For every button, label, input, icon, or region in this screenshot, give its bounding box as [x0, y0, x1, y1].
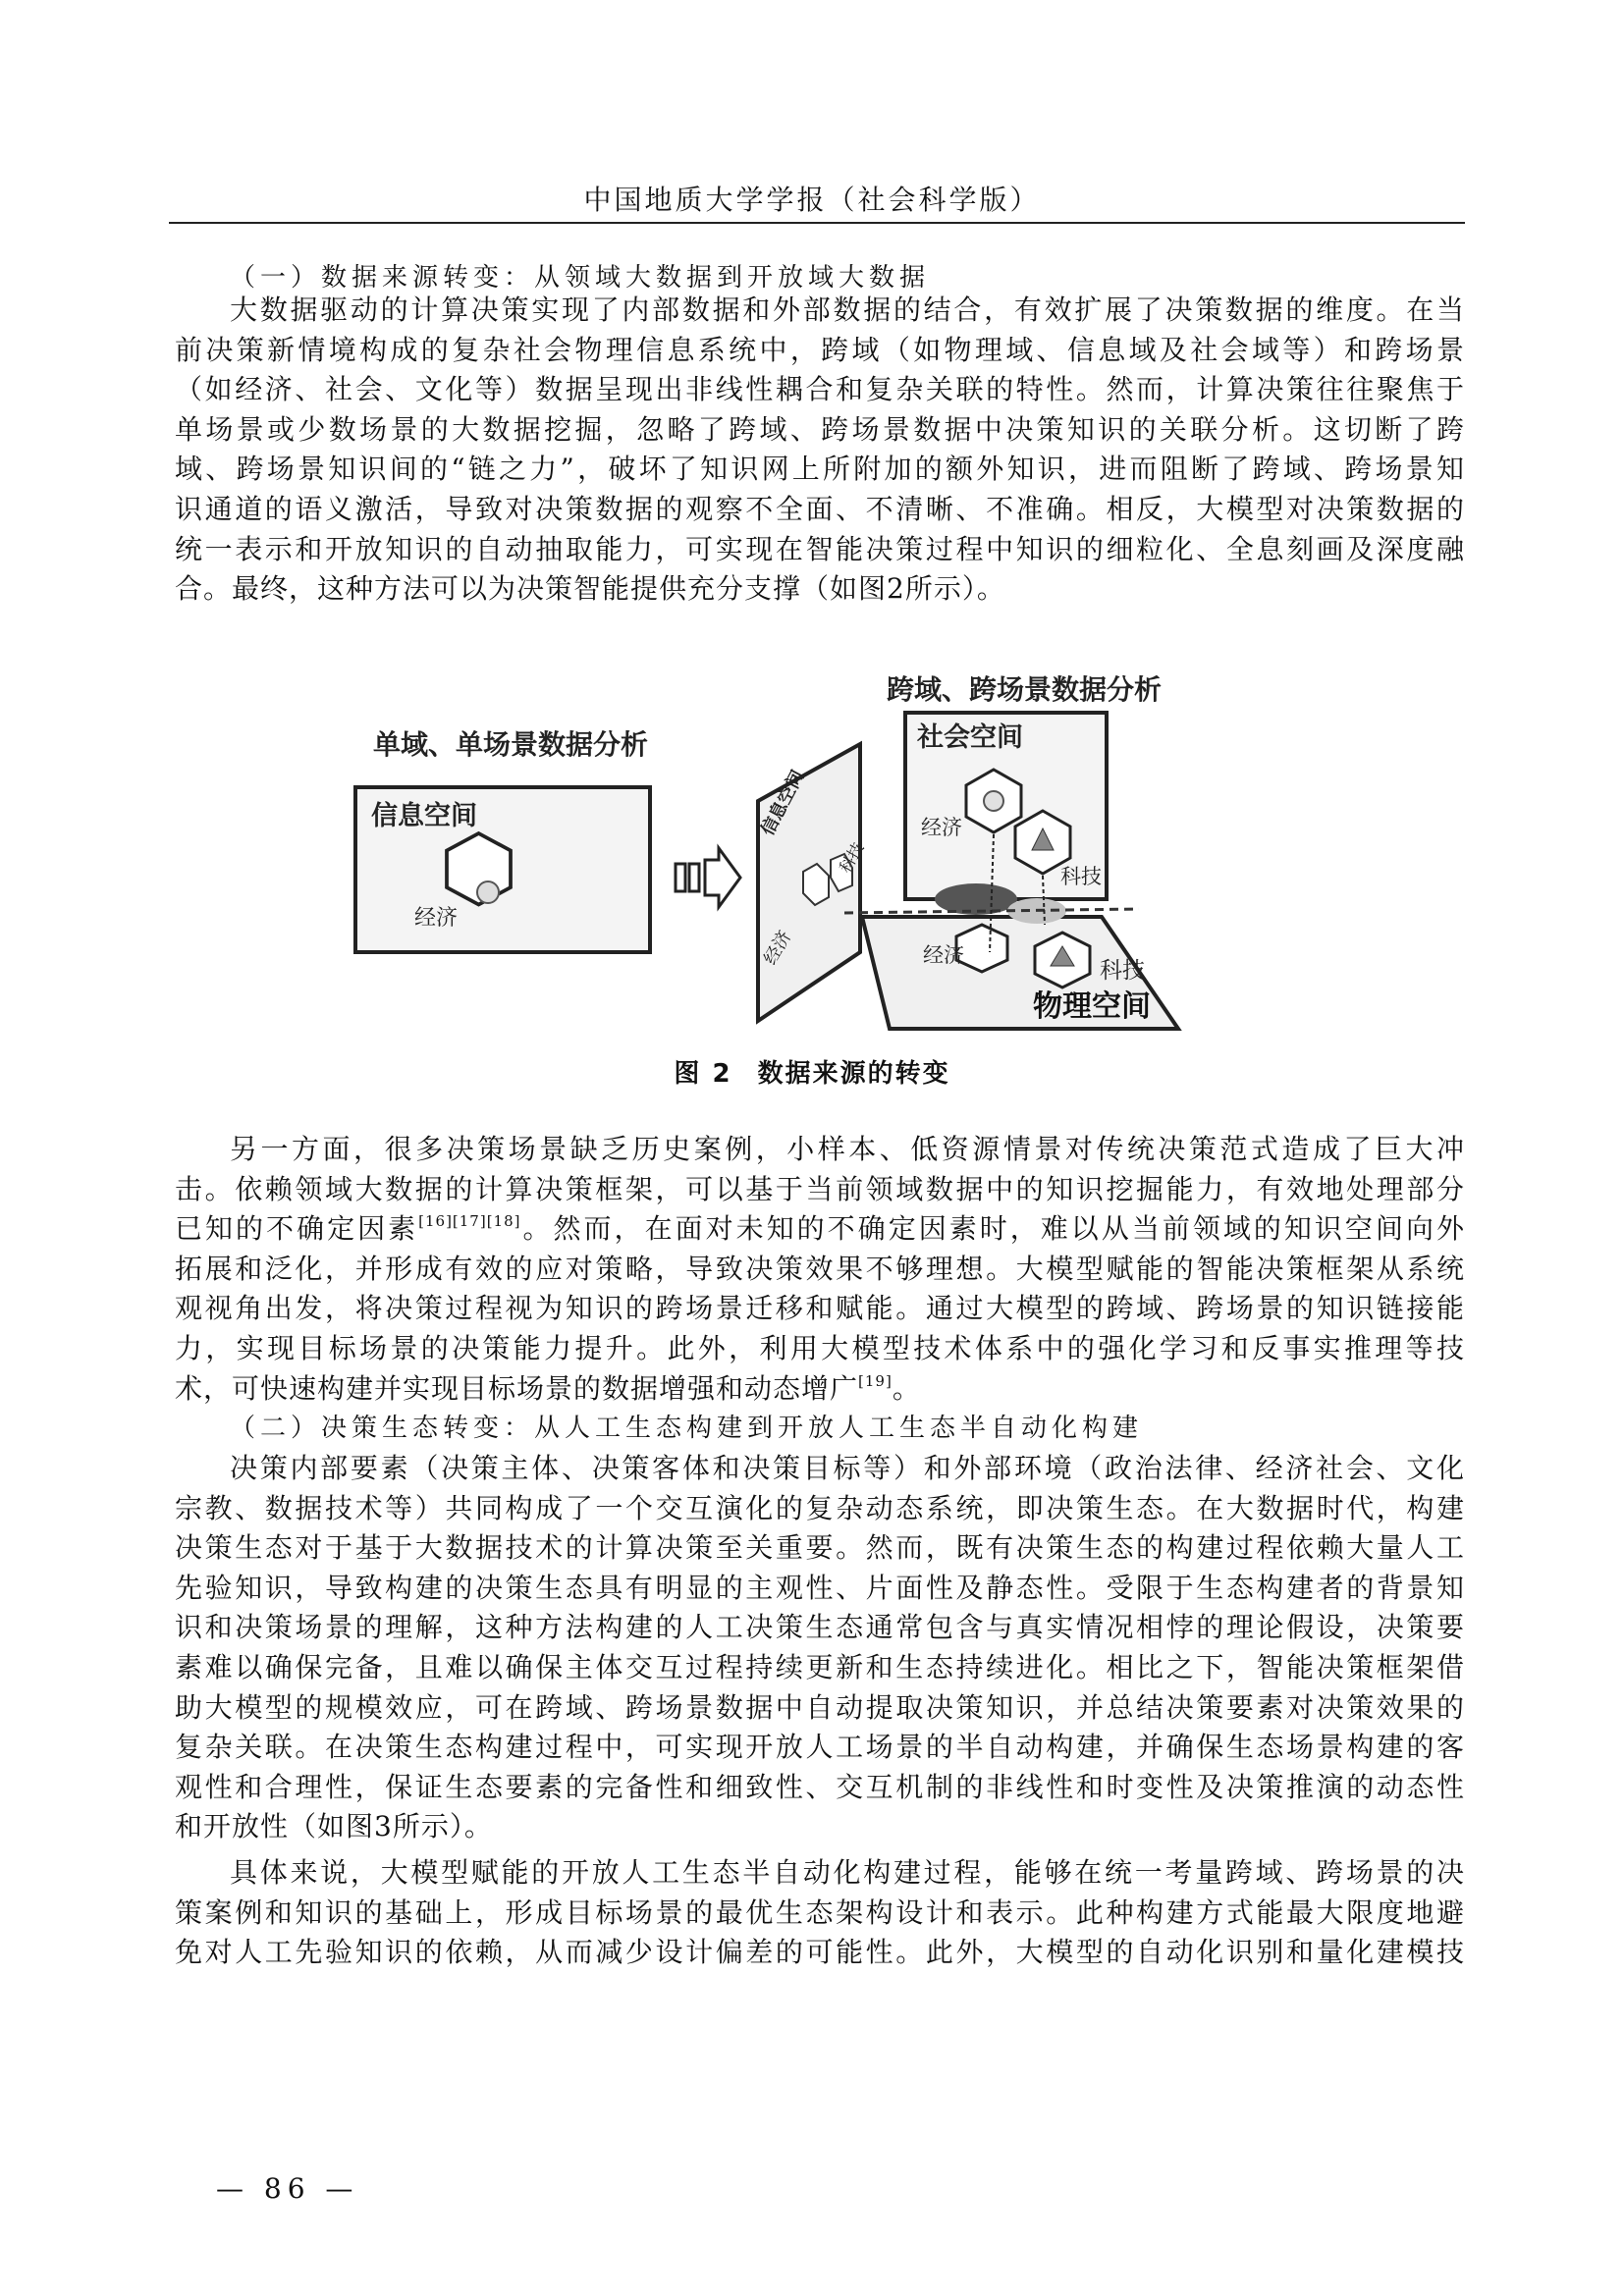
text-line: 观视角出发，将决策过程视为知识的跨场景迁移和赋能。通过大模型的跨域、跨场景的知识链接能 — [175, 1292, 1465, 1325]
info-plane-tech: 科技 — [836, 839, 868, 877]
link-ellipse-dark — [935, 883, 1017, 915]
text-line: 域、跨场景知识间的“链之力”，破坏了知识网上所附加的额外知识，进而阻断了跨域、跨场景知 — [175, 453, 1465, 486]
text-line: 力，实现目标场景的决策能力提升。此外，利用大模型技术体系中的强化学习和反事实推理等技 — [175, 1331, 1465, 1364]
phys-label: 物理空间 — [1033, 989, 1151, 1024]
section-heading-2: （二）决策生态转变：从人工生态构建到开放人工生态半自动化构建 — [230, 1414, 1144, 1443]
text-line: 素难以确保完备，且难以确保主体交互过程持续更新和生态持续进化。相比之下，智能决策框架借 — [175, 1650, 1465, 1683]
citation-19[interactable]: [19] — [858, 1371, 893, 1390]
text-line: 识通道的语义激活，导致对决策数据的观察不全面、不清晰、不准确。相反，大模型对决策数据的 — [175, 492, 1465, 525]
text-line: 统一表示和开放知识的自动抽取能力，可实现在智能决策过程中知识的细粒化、全息刻画及深度融 — [175, 532, 1465, 565]
text-line: 策案例和知识的基础上，形成目标场景的最优生态架构设计和表示。此种构建方式能最大限度地避 — [175, 1896, 1465, 1929]
info-plane-econ: 经济 — [760, 927, 796, 969]
social-tech-label: 科技 — [1060, 865, 1102, 888]
figure-number: 图 2 — [674, 1059, 732, 1089]
section-heading-1: （一）数据来源转变：从领域大数据到开放域大数据 — [230, 263, 931, 293]
paragraph-semi-automation — [175, 1853, 1465, 1973]
text-line: 免对人工先验知识的依赖，从而减少设计偏差的可能性。此外，大模型的自动化识别和量化建模技 — [175, 1936, 1465, 1969]
text-line: 助大模型的规模效应，可在跨域、跨场景数据中自动提取决策知识，并总结决策要素对决策效果的 — [175, 1690, 1465, 1724]
text-line-with-refs: 已知的不确定因素[16][17][18]。然而，在面对未知的不确定因素时，难以从当前领域的知识空间向外 — [175, 1212, 1465, 1246]
econ-node — [477, 881, 499, 903]
text-line: 识和决策场景的理解，这种方法构建的人工决策生态通常包含与真实情况相悖的理论假设，决策要 — [175, 1611, 1465, 1644]
figure-2-diagram — [334, 667, 1296, 1041]
text-line: 和开放性（如图3所示）。 — [175, 1810, 493, 1843]
figure-2-caption — [0, 1053, 1624, 1090]
text-line: 另一方面，很多决策场景缺乏历史案例，小样本、低资源情景对传统决策范式造成了巨大冲 — [230, 1133, 1465, 1165]
social-label: 社会空间 — [917, 722, 1023, 753]
text-line: 复杂关联。在决策生态构建过程中，可实现开放人工场景的半自动构建，并确保生态场景构建的客 — [175, 1731, 1465, 1764]
text-line: 拓展和泛化，并形成有效的应对策略，导致决策效果不够理想。大模型赋能的智能决策框架从系统 — [175, 1252, 1465, 1285]
text-line: 单场景或少数场景的大数据挖掘，忽略了跨域、跨场景数据中决策知识的关联分析。这切断了跨 — [175, 412, 1465, 446]
citation-16-18[interactable]: [16][17][18] — [418, 1212, 521, 1231]
text-line-with-ref: 术，可快速构建并实现目标场景的数据增强和动态增广[19]。 — [175, 1371, 921, 1405]
text-line: 宗教、数据技术等）共同构成了一个交互演化的复杂动态系统，即决策生态。在大数据时代，构建 — [175, 1491, 1465, 1524]
paragraph-data-source — [175, 291, 1465, 610]
header-rule — [169, 222, 1465, 224]
figure-2 — [334, 667, 1296, 1041]
text-line: 具体来说，大模型赋能的开放人工生态半自动化构建过程，能够在统一考量跨域、跨场景的决 — [230, 1856, 1465, 1889]
text-line: 观性和合理性，保证生态要素的完备性和细致性、交互机制的非线性和时变性及决策推演的动态性 — [175, 1770, 1465, 1803]
text-line: （如经济、社会、文化等）数据呈现出非线性耦合和复杂关联的特性。然而，计算决策往往聚焦于 — [175, 373, 1465, 406]
text-line: 大数据驱动的计算决策实现了内部数据和外部数据的结合，有效扩展了决策数据的维度。在当 — [230, 294, 1465, 326]
right-title: 跨域、跨场景数据分析 — [887, 673, 1163, 706]
phys-tech-label: 科技 — [1100, 958, 1145, 984]
info-plane-label: 信息空间 — [757, 767, 809, 839]
phys-econ-label: 经济 — [923, 943, 964, 967]
text-line: 合。最终，这种方法可以为决策智能提供充分支撑（如图2所示）。 — [175, 572, 1005, 606]
text-line: 先验知识，导致构建的决策生态具有明显的主观性、片面性及静态性。受限于生态构建者的背景知 — [175, 1571, 1465, 1604]
text-line: 击。依赖领域大数据的计算决策框架，可以基于当前领域数据中的知识挖掘能力，有效地处理部分 — [175, 1172, 1465, 1205]
figure-title: 数据来源的转变 — [757, 1059, 950, 1089]
left-title: 单域、单场景数据分析 — [373, 728, 649, 761]
page-number: — 86 — — [216, 2172, 359, 2205]
social-econ-label: 经济 — [921, 816, 962, 839]
paragraph-low-resource — [175, 1130, 1465, 1409]
text-line: 前决策新情境构成的复杂社会物理信息系统中，跨域（如物理域、信息域及社会域等）和跨场景 — [175, 333, 1465, 366]
left-hex-label: 经济 — [414, 906, 459, 931]
text-line: 决策内部要素（决策主体、决策客体和决策目标等）和外部环境（政治法律、经济社会、文化 — [230, 1452, 1465, 1484]
transition-arrow — [676, 848, 740, 907]
journal-header: 中国地质大学学报（社会科学版） — [583, 184, 1041, 216]
text-line: 决策生态对于基于大数据技术的计算决策至关重要。然而，既有决策生态的构建过程依赖大量人工 — [175, 1531, 1465, 1565]
left-box-label: 信息空间 — [371, 801, 477, 831]
paragraph-decision-ecology — [175, 1449, 1465, 1847]
